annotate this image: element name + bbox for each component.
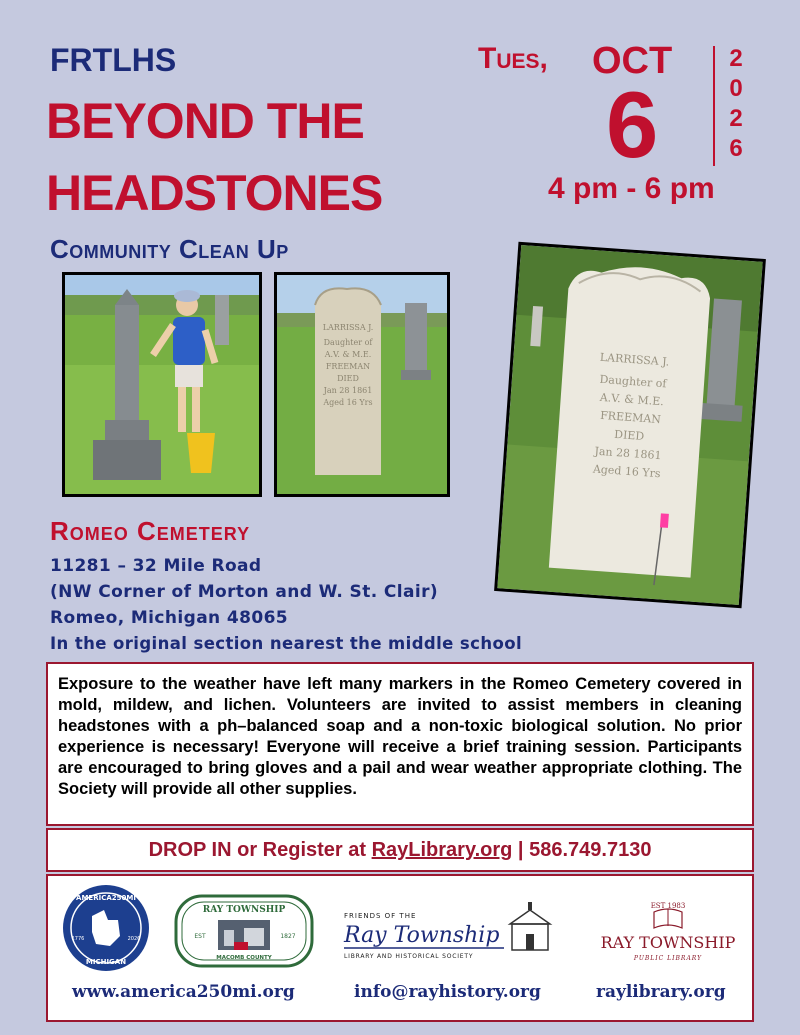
headstone-inscription: Jan 28 1861 (323, 386, 373, 395)
headstone-inscription: A.V. & M.E. (599, 390, 665, 409)
org-acronym: FRTLHS (50, 42, 177, 78)
headstone-inscription: DIED (613, 427, 645, 444)
photo-volunteer-cleaning (62, 272, 262, 497)
library-est: EST 1983 (650, 902, 686, 910)
sponsor-footer (46, 874, 754, 1022)
friends-line1: FRIENDS OF THE (344, 912, 417, 920)
friends-line2: LIBRARY AND HISTORICAL SOCIETY (344, 953, 474, 960)
registration-phone: 586.749.7130 (529, 839, 652, 861)
venue-address-line2: (NW Corner of Morton and W. St. Clair) (50, 582, 439, 602)
seal-est-text: EST (194, 933, 206, 940)
venue-address-line3: Romeo, Michigan 48065 (50, 608, 289, 628)
headstone-inscription: Daughter of (323, 338, 373, 347)
event-time: 4 pm - 6 pm (548, 172, 715, 205)
america250-bottom-text: MICHIGAN (85, 958, 127, 966)
registration-prefix: DROP IN or Register at (148, 839, 372, 861)
headstone-inscription: Aged 16 Yrs (323, 398, 373, 407)
registration-link[interactable]: RayLibrary.org (371, 839, 513, 861)
event-day: 6 (606, 72, 659, 177)
event-description: Exposure to the weather have left many markers in the Romeo Cemetery covered in mold, mildew, and lichen. Volunteers are invited to assist members in cleaning headstones with a ph–balanced soap and a non-toxic biological solution. No prior experience is necessary! Everyone will receive a brief training session. Participants are encouraged to bring gloves and a pail and wear weather appropriate clothing. The Society will provide all other supplies. (58, 675, 742, 798)
america250-top-text: AMERICA250MI (76, 894, 136, 902)
america250-year-left: 1776 (71, 936, 85, 942)
year-digit: 0 (729, 75, 743, 102)
footer-link-raylibrary[interactable]: raylibrary.org (596, 982, 726, 1002)
schoolhouse-icon (510, 902, 550, 950)
description-box (46, 662, 754, 826)
headstone-inscription: LARRISSA J. (322, 323, 374, 332)
venue-name: Romeo Cemetery (50, 516, 251, 546)
ray-township-library-logo (601, 902, 736, 962)
headstone-inscription: Daughter of (599, 372, 667, 391)
event-title-line2: HEADSTONES (46, 165, 383, 221)
headstone-inscription: DIED (337, 374, 359, 383)
event-subtitle: Community Clean Up (50, 234, 289, 264)
venue-address-line1: 11281 – 32 Mile Road (50, 556, 262, 576)
headstone-inscription: FREEMAN (599, 408, 662, 427)
library-sub: PUBLIC LIBRARY (633, 955, 703, 962)
america250-year-right: 2026 (127, 936, 141, 942)
photo-headstone-cleaned (494, 242, 766, 608)
registration-box (46, 828, 754, 872)
seal-year-text: 1827 (280, 933, 296, 940)
year-divider (713, 46, 715, 166)
seal-top-text: RAY TOWNSHIP (202, 905, 286, 915)
friends-society-logo (343, 902, 550, 960)
footer-link-email[interactable]: info@rayhistory.org (354, 982, 541, 1002)
photo-headstone-before (274, 272, 450, 497)
registration-separator: | (512, 839, 530, 861)
ray-township-seal (176, 896, 312, 966)
event-year (724, 44, 748, 164)
year-digit: 2 (729, 45, 743, 72)
venue-location-note: In the original section nearest the middle school (50, 634, 522, 653)
event-month: OCT (592, 40, 673, 82)
seal-bottom-text: MACOMB COUNTY (216, 955, 272, 961)
event-title-line1: BEYOND THE (46, 93, 364, 149)
america250mi-logo (63, 885, 149, 971)
headstone-inscription: LARRISSA J. (599, 350, 670, 369)
headstone-inscription: A.V. & M.E. (324, 350, 372, 359)
footer-link-america250[interactable]: www.america250mi.org (72, 982, 295, 1002)
library-name: RAY TOWNSHIP (600, 933, 736, 952)
year-digit: 6 (729, 135, 743, 162)
year-digit: 2 (729, 105, 743, 132)
friends-name: Ray Township (344, 923, 500, 948)
headstone-inscription: Aged 16 Yrs (592, 462, 661, 481)
registration-line (149, 839, 652, 861)
event-weekday: Tues, (478, 42, 548, 75)
headstone-inscription: FREEMAN (325, 362, 371, 371)
headstone-inscription: Jan 28 1861 (594, 444, 662, 463)
